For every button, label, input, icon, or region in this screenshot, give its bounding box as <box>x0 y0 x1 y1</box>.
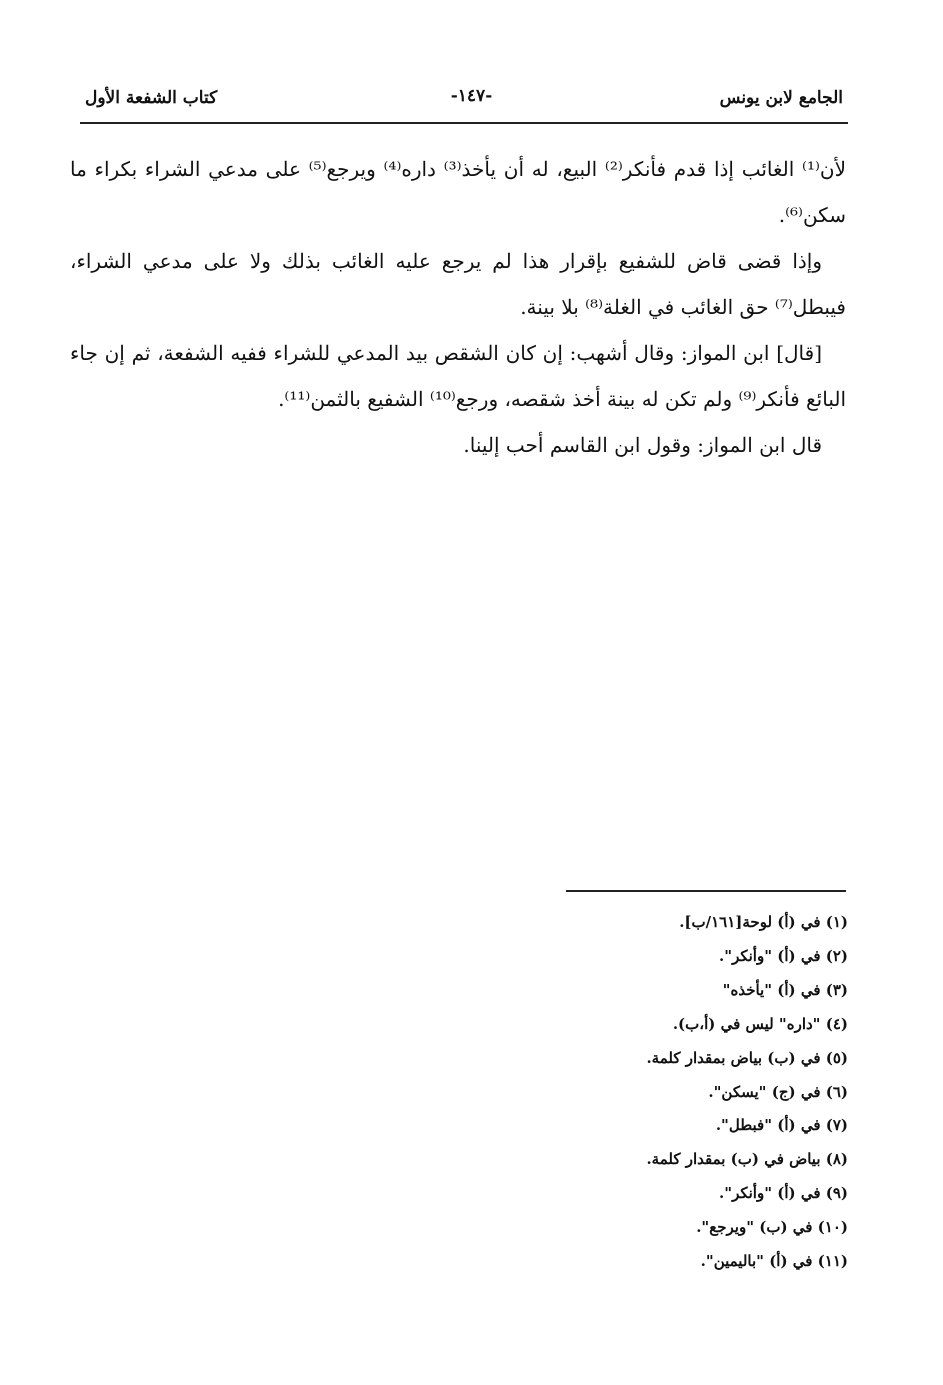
footnote-8: (٨) بياض في (ب) بمقدار كلمة. <box>646 1150 848 1169</box>
paragraph-3: [قال] ابن المواز: وقال أشهب: إن كان الشقص بيد المدعي للشراء ففيه الشفعة، ثم إن جاء البائع فأنكر⁽⁹⁾ ولم تكن له بينة أخذ شقصه، ورجع⁽¹⁰⁾ الشفيع بالثمن⁽¹¹⁾. <box>70 341 846 411</box>
footnote-9: (٩) في (أ) "وأنكر". <box>719 1184 848 1203</box>
page-number: -١٤٧- <box>450 86 493 106</box>
footnote-7: (٧) في (أ) "فبطل". <box>715 1116 848 1135</box>
paragraph-1: لأن⁽¹⁾ الغائب إذا قدم فأنكر⁽²⁾ البيع، له أن يأخذ⁽³⁾ داره⁽⁴⁾ ويرجع⁽⁵⁾ على مدعي الشراء بكراء ما سكن⁽⁶⁾. <box>70 157 847 227</box>
footnote-1: (١) في (أ) لوحة[١٦١/ب]. <box>679 913 848 931</box>
footnote-3: (٣) في (أ) "يأخذه" <box>722 980 848 999</box>
header-book-title: الجامع لابن يونس <box>719 88 843 108</box>
footnote-11: (١١) في (أ) "باليمين". <box>700 1252 848 1271</box>
paragraph-2: وإذا قضى قاض للشفيع بإقرار هذا لم يرجع عليه الغائب بذلك ولا على مدعي الشراء، فيبطل⁽⁷⁾ حق الغائب في الغلة⁽⁸⁾ بلا بينة. <box>70 249 846 319</box>
paragraph-4: قال ابن المواز: وقول ابن القاسم أحب إلينا. <box>463 433 822 457</box>
footnote-10: (١٠) في (ب) "ويرجع". <box>696 1218 848 1237</box>
footnote-2: (٢) في (أ) "وأنكر". <box>719 946 848 965</box>
footnote-6: (٦) في (ج) "يسكن". <box>708 1082 848 1101</box>
header-divider <box>80 122 848 124</box>
main-text <box>70 146 846 468</box>
footnotes-list <box>448 906 848 1279</box>
footnote-5: (٥) في (ب) بياض بمقدار كلمة. <box>646 1048 848 1067</box>
footnote-divider <box>566 890 846 892</box>
header-chapter-title: كتاب الشفعة الأول <box>85 88 218 108</box>
footnote-4: (٤) "داره" ليس في (أ،ب). <box>672 1014 848 1033</box>
